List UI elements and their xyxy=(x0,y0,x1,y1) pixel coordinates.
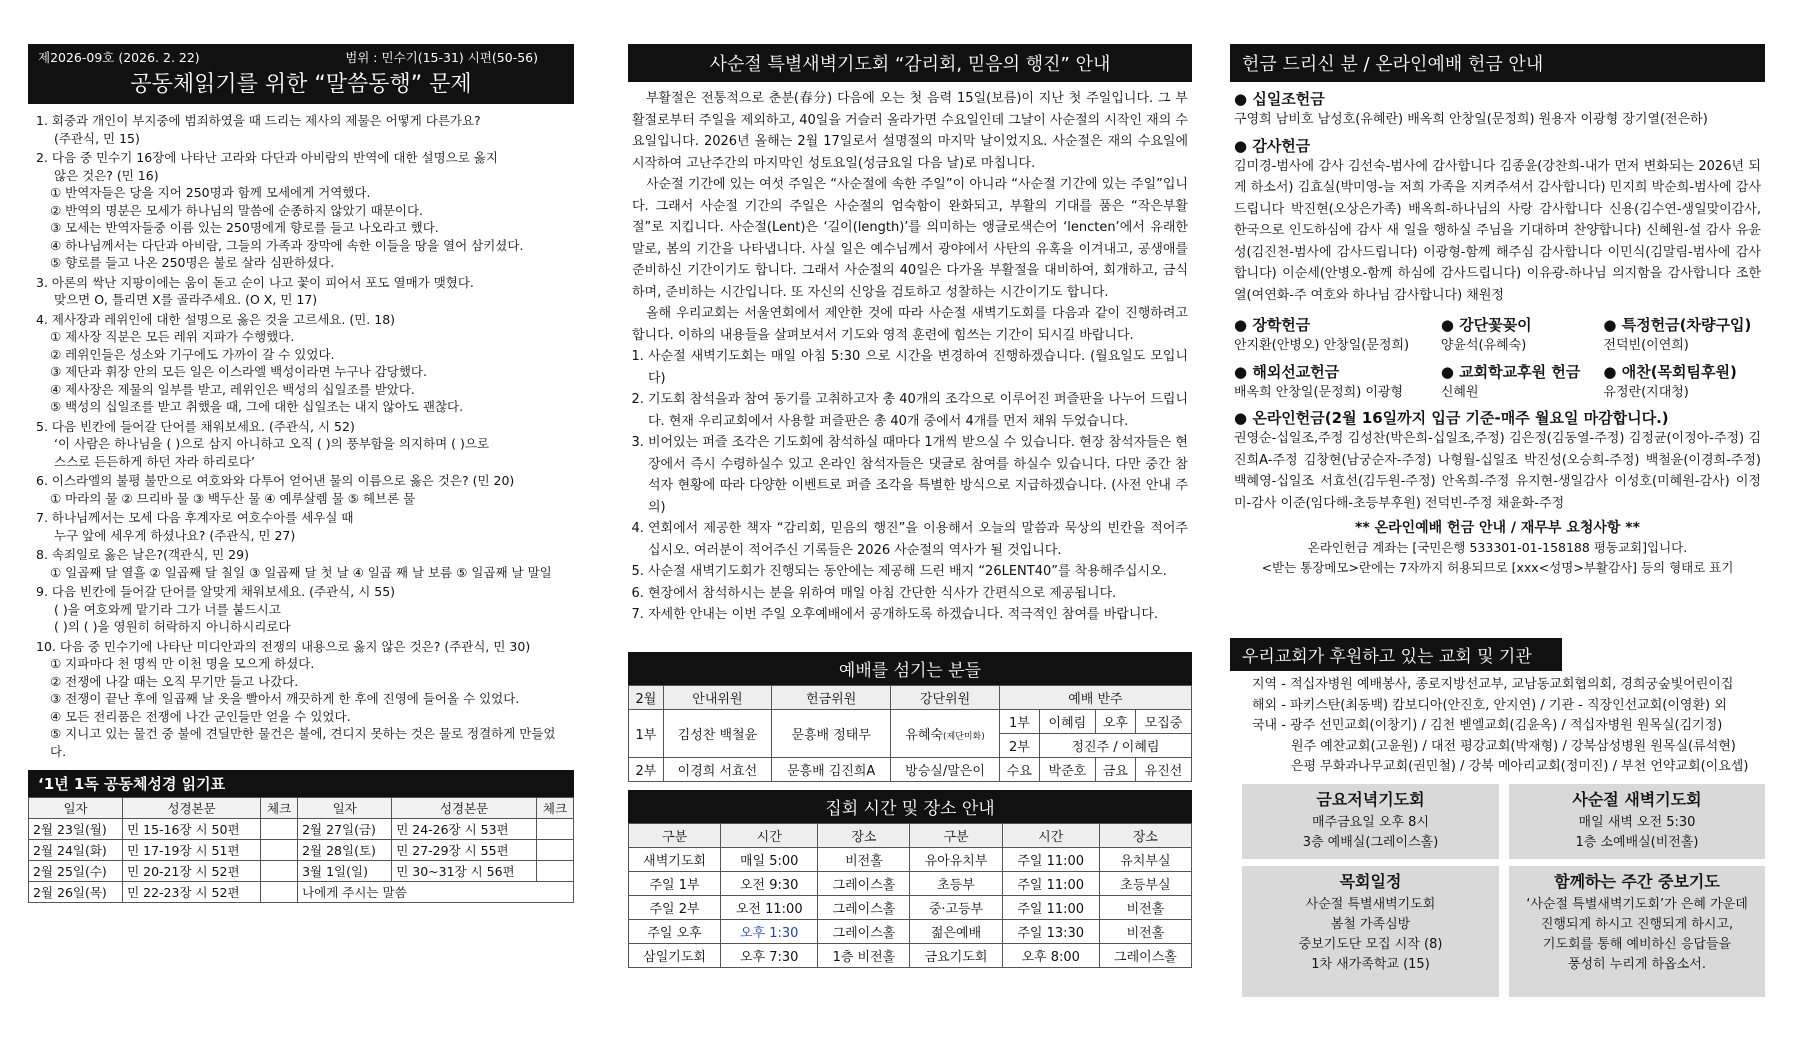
quiz-question xyxy=(36,418,566,471)
love-names: 유정란(지대청) xyxy=(1603,384,1689,400)
servers-title: 예배를 섬기는 분들 xyxy=(628,652,1192,685)
online-notice xyxy=(1234,518,1761,578)
quiz-question xyxy=(36,149,566,272)
meeting-row xyxy=(629,944,1192,968)
meeting-time: 오후 1:30 xyxy=(721,920,818,944)
reading-header-row xyxy=(29,798,574,819)
question-line: 맞으면 O, 틀리면 X를 골라주세요. (O X, 민 17) xyxy=(54,292,318,307)
question-line: ③ 전쟁이 끝난 후에 일곱째 날 옷을 빨아서 깨끗하게 한 후에 진영에 들어올 수 있었다. xyxy=(50,691,520,706)
reading-date: 2월 28일(토) xyxy=(298,840,392,861)
reading-check[interactable] xyxy=(261,819,298,840)
reading-row xyxy=(29,840,574,861)
meeting-row xyxy=(629,872,1192,896)
dawn-prayer-box xyxy=(1509,784,1765,859)
reading-row xyxy=(29,882,574,903)
reading-col-header: 체크 xyxy=(537,798,574,819)
thanks-names: 김미경-범사에 감사 김선숙-범사에 감사합니다 김종윤(강찬희-내가 먼저 변화되는 2026년 되게 하소서) 김효실(박미영-늘 저희 가족을 지켜주셔서 감사합니다) 민지희 박순희-범사에 감사드립니다 박진현(오상은가족) 배옥희-하나님의 사랑 감사합니다 신용(김수연-생일맞이감사, 한국으로 인도하심에 감사 새 일을 행하실 주님을 기대하며 찬양합니다) 신혜원-설 감사 유윤성(김진천-범사에 감사드립니다) 이광형-함께 해주심 감사합니다 이민식(김말림-범사에 감사합니다) 이순세(안병오-함께 하심에 감사드립니다) 이유광-하나님 의지함을 감사합니다 조한열(여연화-주 여호와 하나님 감사합니다) 채원정 xyxy=(1234,158,1761,303)
servers-month: 2월 xyxy=(629,686,664,710)
question-list xyxy=(28,104,574,760)
offering-body xyxy=(1230,82,1765,580)
box-line: 매주금요일 오후 8시 xyxy=(1312,815,1429,830)
special-label: 특정헌금(차량구입) xyxy=(1621,316,1752,334)
quiz-question xyxy=(36,509,566,544)
scholar-names: 안지환(안병오) 안창일(문정희) xyxy=(1234,338,1410,353)
box-title: 목회일정 xyxy=(1339,872,1402,891)
quiz-question xyxy=(36,112,566,147)
question-text: 3. 아론의 싹난 지팡이에는 움이 돋고 순이 나고 꽃이 피어서 포도 열매가 맺혔다. xyxy=(36,274,474,290)
bullet-icon: ● xyxy=(1603,316,1617,334)
lent-step: 7. 자세한 안내는 이번 주일 오후예배에서 공개하도록 하겠습니다. 적극적인 참여를 바랍니다. xyxy=(648,604,1188,626)
meeting-type: 삼일기도회 xyxy=(629,944,721,968)
box-line: 중보기도단 모집 시작 (8) xyxy=(1298,937,1443,952)
school-heading xyxy=(1441,361,1604,382)
question-line: ② 전쟁에 나갈 때는 오직 무기만 들고 나갔다. xyxy=(50,673,299,689)
reading-date: 2월 24일(화) xyxy=(29,840,123,861)
question-line: 않은 것은? (민 16) xyxy=(54,167,159,183)
meeting-type: 금요기도회 xyxy=(910,944,1002,968)
offering-names: 문흥배 정태무 xyxy=(772,710,891,758)
support-line: 은평 무화과나무교회(권민철) / 강북 메아리교회(정미진) / 부천 언약교회(이요셉) xyxy=(1291,759,1749,774)
quiz-question xyxy=(36,638,566,761)
range-line: 범위 : 민수기(15-31) 시편(50-56) xyxy=(345,50,538,65)
lent-step: 6. 현장에서 참석하시는 분을 위하여 매일 아침 간단한 식사가 간편식으로 제공됩니다. xyxy=(648,583,1188,605)
question-line: ‘이 사람은 하나님을 ( )으로 삼지 아니하고 오직 ( )의 풍부함을 의지하며 ( )으로 xyxy=(54,436,490,451)
question-line: 스스로 든든하게 하던 자라 하리로다’ xyxy=(54,453,255,469)
support-line: 국내 - 광주 선민교회(이창기) / 김천 벧엘교회(김윤옥) / 적십자병원 원목실(김기정) xyxy=(1252,718,1723,733)
school-names: 신혜원 xyxy=(1440,384,1479,400)
meeting-type: 초등부 xyxy=(910,872,1002,896)
meeting-time: 오후 8:00 xyxy=(1002,944,1099,968)
question-line: ① 반역자들은 당을 지어 250명과 함께 모세에게 거역했다. xyxy=(50,185,371,200)
question-line: ① 지파마다 천 명씩 만 이천 명을 모으게 하셨다. xyxy=(50,656,315,671)
meeting-row xyxy=(629,896,1192,920)
reading-table-section xyxy=(28,770,574,903)
reading-check[interactable] xyxy=(537,819,574,840)
bullet-icon: ● xyxy=(1234,409,1248,427)
reading-col-header: 성경본문 xyxy=(392,798,537,819)
reading-text: 민 22-23장 시 52편 xyxy=(123,882,261,903)
friday-prayer-box xyxy=(1242,784,1499,859)
question-text: 9. 다음 빈칸에 들어갈 단어를 알맞게 채워보세요. (주관식, 시 55) xyxy=(36,584,396,599)
meeting-type: 젊은예배 xyxy=(910,920,1002,944)
meeting-time: 오전 9:30 xyxy=(721,872,818,896)
service-label: 1부 xyxy=(629,710,664,758)
acc-label: 2부 xyxy=(999,734,1039,758)
question-text: 10. 다음 중 민수기에 나타난 미디안과의 전쟁의 내용으로 옳지 않은 것은? (주관식, 민 30) xyxy=(36,638,531,654)
reading-check[interactable] xyxy=(261,840,298,861)
acc-name: 유진선 xyxy=(1136,758,1192,782)
question-line: (주관식, 민 15) xyxy=(54,130,140,146)
question-text: 7. 하나님께서는 모세 다음 후계자로 여호수아를 세우실 때 xyxy=(36,510,354,525)
meeting-place: 비전홀 xyxy=(1099,896,1191,920)
question-line: ( )의 ( )을 영원히 허락하지 아니하시리로다 xyxy=(54,619,291,634)
box-line: ‘사순절 특별새벽기도회’가 은혜 가운데 xyxy=(1526,897,1748,912)
question-line: ① 제사장 직분은 모든 레위 지파가 수행했다. xyxy=(50,329,295,344)
reading-note: 나에게 주시는 말씀 xyxy=(298,882,574,903)
reading-col-header: 성경본문 xyxy=(123,798,261,819)
question-text: 5. 다음 빈칸에 들어갈 단어를 채워보세요. (주관식, 시 52) xyxy=(36,418,355,434)
bullet-icon: ● xyxy=(1440,362,1454,381)
issue-line: 제2026-09호 (2026. 2. 22) xyxy=(38,50,200,65)
meeting-place: 그레이스홀 xyxy=(818,872,910,896)
notice-heading: ** 온라인예배 헌금 안내 / 재무부 요청사항 ** xyxy=(1355,520,1640,536)
offering-column xyxy=(1230,44,1765,972)
question-text: 1. 회중과 개인이 부지중에 범죄하였을 때 드리는 제사의 제물은 어떻게 다른가요? xyxy=(36,113,481,128)
servers-table xyxy=(628,685,1192,782)
meeting-time: 주일 13:30 xyxy=(1002,920,1099,944)
reading-check[interactable] xyxy=(537,840,574,861)
bullet-icon: ● xyxy=(1440,316,1454,334)
tithe-label: 십일조헌금 xyxy=(1252,90,1325,108)
meeting-place: 그레이스홀 xyxy=(818,920,910,944)
mission-names: 배옥희 안창일(문정희) 이광형 xyxy=(1234,384,1404,400)
reading-date: 2월 23일(월) xyxy=(29,819,123,840)
meeting-type: 주일 오후 xyxy=(629,920,721,944)
acc-label: 1부 xyxy=(999,710,1039,734)
meetings-title: 집회 시간 및 장소 안내 xyxy=(628,790,1192,823)
altar-names: 방승실/말은이 xyxy=(891,758,999,782)
question-line: ⑤ 지니고 있는 물건 중 불에 견딜만한 물건은 불에, 견디지 못하는 것은 물로 정결하게 만들었다. xyxy=(50,726,556,759)
question-line: ③ 제단과 휘장 안의 모든 일은 이스라엘 백성이라면 누구나 감당했다. xyxy=(50,364,427,379)
support-title: 우리교회가 후원하고 있는 교회 및 기관 xyxy=(1230,638,1562,671)
acc-name: 정진주 / 이혜림 xyxy=(1039,734,1191,758)
box-line: 1층 소예배실(비전홀) xyxy=(1575,835,1699,850)
lent-column xyxy=(628,44,1192,965)
support-section xyxy=(1230,638,1765,778)
reading-text: 민 15-16장 시 50편 xyxy=(123,819,261,840)
servers-head: 안내위원 xyxy=(663,686,771,710)
special-heading xyxy=(1603,314,1761,335)
reading-text: 민 20-21장 시 52편 xyxy=(123,861,261,882)
reading-date: 2월 26일(목) xyxy=(29,882,123,903)
lent-body xyxy=(628,82,1192,626)
box-line: 봄철 가족심방 xyxy=(1330,917,1411,932)
quiz-question xyxy=(36,472,566,507)
meeting-type: 중·고등부 xyxy=(910,896,1002,920)
question-text: 2. 다음 중 민수기 16장에 나타난 고라와 다단과 아비람의 반역에 대한 설명으로 옳지 xyxy=(36,150,498,165)
offering-row-2 xyxy=(1234,357,1761,404)
question-line: ( )을 여호와께 맡기라 그가 너를 붙드시고 xyxy=(54,601,281,617)
lent-title: 사순절 특별새벽기도회 “감리회, 믿음의 행진” 안내 xyxy=(628,44,1192,82)
meeting-place: 그레이스홀 xyxy=(1099,944,1191,968)
reading-title: ‘1년 1독 공동체성경 읽기표 xyxy=(28,770,574,797)
servers-head: 강단위원 xyxy=(891,686,999,710)
question-line: ④ 모든 전리품은 전쟁에 나간 군인들만 얻을 수 있었다. xyxy=(50,708,351,724)
box-title: 사순절 새벽기도회 xyxy=(1572,790,1702,809)
question-text: 6. 이스라엘의 불평 불만으로 여호와와 다투어 얻어낸 물의 이름으로 옳은 것은? (민 20) xyxy=(36,473,515,488)
reading-text: 민 27-29장 시 55편 xyxy=(392,840,537,861)
guide-names: 김성찬 백철윤 xyxy=(663,710,771,758)
meeting-head: 구분 xyxy=(629,824,721,848)
support-line: 원주 예찬교회(고윤원) / 대전 평강교회(박재형) / 강북삼성병원 원목실(류석현) xyxy=(1291,738,1736,754)
question-line: ② 레위인들은 성소와 기구에도 가까이 갈 수 있었다. xyxy=(50,346,335,362)
bullet-icon: ● xyxy=(1234,90,1248,108)
support-line: 지역 - 적십자병원 예배봉사, 종로지방선교부, 교남동교회협의회, 경희궁숲빛어린이집 xyxy=(1252,677,1734,692)
lent-paragraph: 사순절 기간에 있는 여섯 주일은 “사순절에 속한 주일”이 아니라 “사순절 기간에 있는 주일”입니다. 그래서 사순절 기간의 주일은 사순절의 엄숙함이 완화되고, 부활의 기대를 품은 “작은부활절”로 지킵니다. 사순절(Lent)은 ‘길이(length)’를 의미하는 앵글로색슨어 ‘lencten’에서 유래한 말로, 봄의 기간을 나타냅니다. 사실 일은 예수님께서 광야에서 사탄의 유혹을 이겨내고, 공생애를 준비하신 기간이기도 합니다. 그래서 사순절의 40일은 다가올 부활절을 대비하여, 회개하고, 금식하며, 준비하는 시간입니다. 또 자신의 신앙을 검토하고 성찰하는 시간이기도 합니다. xyxy=(632,177,1188,300)
reading-text: 민 17-19장 시 51편 xyxy=(123,840,261,861)
lent-step: 3. 비어있는 퍼즐 조각은 기도회에 참석하실 때마다 1개씩 받으실 수 있습니다. 현장 참석자들은 현장에서 즉시 수령하실수 있고 온라인 참석자들은 댓글로 참여를 하실수 있습니다. 다만 중간 참석자 현황에 따라 다양한 이벤트로 퍼즐 조각을 특별한 방식으로 지급하겠습니다. (사전 안내 주의) xyxy=(648,432,1188,518)
support-list xyxy=(1230,671,1765,778)
thanks-label: 감사헌금 xyxy=(1252,136,1311,155)
love-heading xyxy=(1603,361,1761,382)
question-line: ② 반역의 명분은 모세가 하나님의 말씀에 순종하지 않았기 때문이다. xyxy=(50,202,423,218)
thanks-heading xyxy=(1234,135,1761,156)
online-heading xyxy=(1234,407,1761,428)
lent-step: 1. 사순절 새벽기도회는 매일 아침 5:30 으로 시간을 변경하여 진행하겠습니다. (월요일도 모입니다) xyxy=(648,346,1188,389)
question-text: 4. 제사장과 레위인에 대한 설명으로 옳은 것을 고르세요. (민. 18) xyxy=(36,311,396,327)
box-line: 사순절 특별새벽기도회 xyxy=(1305,897,1436,912)
altar-names xyxy=(891,710,999,758)
bullet-icon: ● xyxy=(1234,362,1248,381)
meeting-row xyxy=(629,920,1192,944)
meeting-row xyxy=(629,848,1192,872)
box-line: 3층 예배실(그레이스홀) xyxy=(1302,835,1439,850)
online-label: 온라인헌금(2월 16일까지 입금 기준-매주 월요일 마감합니다.) xyxy=(1252,409,1669,427)
meeting-place: 1층 비전홀 xyxy=(818,944,910,968)
bullet-icon: ● xyxy=(1234,136,1248,155)
guide-names: 이경희 서효선 xyxy=(663,758,771,782)
reading-check[interactable] xyxy=(261,882,298,903)
reading-date: 2월 25일(수) xyxy=(29,861,123,882)
notice-account: 온라인헌금 계좌는 [국민은행 533301-01-158188 평동교회]입니다. xyxy=(1307,540,1688,555)
altar-name: 유혜숙 xyxy=(905,728,943,743)
reading-col-header: 일자 xyxy=(298,798,392,819)
lent-paragraph: 부활절은 전통적으로 춘분(春分) 다음에 오는 첫 음력 15일(보름)이 지난 첫 주일입니다. 그 부활절로부터 주일을 제외하고, 40일을 거슬러 올라가면 수요일인데 그날이 사순절의 시작인 재의 수요일입니다. 2026년 올해는 2월 17일로서 설명절의 마지막 날이었지요. 사순절은 재의 수요일에 시작하여 고난주간의 마지막인 성토요일(성금요일 다음 날)로 마칩니다. xyxy=(632,91,1188,171)
notice-memo: <받는 통장메모>란에는 7자까지 허용되므로 [xxx<성명>부활감사] 등의 형태로 표기 xyxy=(1261,560,1734,575)
acc-label: 금요 xyxy=(1095,758,1135,782)
meeting-head: 장소 xyxy=(1099,824,1191,848)
question-line: ① 일곱째 달 열흘 ② 일곱째 달 칠일 ③ 일곱째 달 첫 날 ④ 일곱 째 날 보름 ⑤ 일곱째 날 말일 xyxy=(50,564,552,580)
meeting-time: 오전 11:00 xyxy=(721,896,818,920)
online-names: 권영순-십일조,주정 김성찬(박은희-십일조,주정) 김은정(김동열-주정) 김정균(이정아-주정) 김진희A-주정 김창현(남궁순자-주정) 나형월-십일조 박진성(오승희-주정) 백철윤(이경희-주정) 백혜영-십일조 서효선(김두원-주정) 안옥희-주정 유지현-생일감사 이성호(미혜원-감사) 이정미-감사 이준(임다해-초등부후원) 전덕빈-주정 채윤화-주정 xyxy=(1234,431,1761,511)
question-line: ① 마라의 물 ② 므리바 물 ③ 백두산 물 ④ 예루살렘 물 ⑤ 헤브론 물 xyxy=(50,490,416,506)
question-line: 누구 앞에 세우게 하셨나요? (주관식, 민 27) xyxy=(54,527,296,543)
meeting-time: 매일 5:00 xyxy=(721,848,818,872)
reading-table xyxy=(28,797,574,903)
lent-step: 4. 연회에서 제공한 책자 “감리회, 믿음의 행진”을 이용해서 오늘의 말씀과 묵상의 빈칸을 적어주십시오. 여러분이 적어주신 기록들은 2026 사순절의 역사가 될 것입니다. xyxy=(648,518,1188,561)
tithe-names: 구영희 남비호 남성호(유혜란) 배옥희 안창일(문정희) 원용자 이광형 장기열(전은하) xyxy=(1234,112,1708,127)
weekly-intercession-box xyxy=(1509,866,1765,997)
bullet-icon: ● xyxy=(1234,316,1248,334)
question-line: ⑤ 백성의 십일조를 받고 취했을 때, 그에 대한 십일조는 내지 않아도 괜찮다. xyxy=(50,399,464,414)
quiz-question xyxy=(36,583,566,636)
tithe-heading xyxy=(1234,88,1761,109)
box-line: 매일 새벽 오전 5:30 xyxy=(1578,815,1696,830)
meeting-time: 주일 11:00 xyxy=(1002,896,1099,920)
acc-label: 수요 xyxy=(999,758,1039,782)
scholar-heading xyxy=(1234,314,1441,335)
reading-col-header: 체크 xyxy=(261,798,298,819)
support-line: 해외 - 파키스탄(최동백) 캄보디아(안진호, 안지연) / 기관 - 직장인선교회(이영환) 외 xyxy=(1252,697,1727,713)
acc-name: 이혜림 xyxy=(1039,710,1095,734)
box-line: 진행되게 하시고 진행되게 하시고, xyxy=(1540,917,1734,932)
box-title: 함께하는 주간 중보기도 xyxy=(1554,872,1720,891)
lent-step: 5. 사순절 새벽기도회가 진행되는 동안에는 제공해 드린 배지 “26LENT40”를 착용해주십시오. xyxy=(648,561,1188,583)
mission-heading xyxy=(1234,361,1441,382)
reading-col-header: 일자 xyxy=(29,798,123,819)
quiz-question xyxy=(36,274,566,309)
reading-check[interactable] xyxy=(261,861,298,882)
meeting-type: 새벽기도회 xyxy=(629,848,721,872)
acc-label: 오후 xyxy=(1095,710,1135,734)
quiz-question xyxy=(36,546,566,581)
servers-section xyxy=(628,652,1192,968)
acc-name: 모집중 xyxy=(1136,710,1192,734)
meeting-type: 주일 2부 xyxy=(629,896,721,920)
reading-date: 2월 27일(금) xyxy=(298,819,392,840)
flower-heading xyxy=(1441,314,1604,335)
meetings-table xyxy=(628,823,1192,968)
meeting-place: 초등부실 xyxy=(1099,872,1191,896)
meeting-time: 주일 11:00 xyxy=(1002,848,1099,872)
quiz-header xyxy=(28,44,574,104)
love-label: 애찬(목회팀후원) xyxy=(1621,362,1737,381)
question-line: ④ 제사장은 제물의 일부를 받고, 레위인은 백성의 십일조를 받았다. xyxy=(50,381,415,397)
quiz-question xyxy=(36,311,566,416)
offering-title: 헌금 드리신 분 / 온라인예배 헌금 안내 xyxy=(1230,44,1765,82)
altar-note: (제단미화) xyxy=(942,732,985,742)
box-line: 기도회를 통해 예비하신 응답들을 xyxy=(1542,937,1732,952)
special-names: 전덕빈(이연희) xyxy=(1603,338,1689,353)
meeting-place: 유치부실 xyxy=(1099,848,1191,872)
flower-names: 양윤석(유혜숙) xyxy=(1440,338,1527,353)
meeting-head: 장소 xyxy=(818,824,910,848)
meeting-place: 그레이스홀 xyxy=(818,896,910,920)
offering-names: 문흥배 김진희A xyxy=(772,758,891,782)
box-title: 금요저녁기도회 xyxy=(1316,790,1425,809)
meeting-time: 주일 11:00 xyxy=(1002,872,1099,896)
reading-text: 민 24-26장 시 53편 xyxy=(392,819,537,840)
flower-label: 강단꽃꽂이 xyxy=(1459,316,1532,334)
quiz-title: 공동체읽기를 위한 “말씀동행” 문제 xyxy=(130,72,472,97)
lent-paragraph: 올해 우리교회는 서울연회에서 제안한 것에 따라 사순절 새벽기도회를 다음과 같이 진행하려고 합니다. 이하의 내용들을 살펴보셔서 기도와 영적 훈련에 힘쓰는 기간이 되시길 바랍니다. xyxy=(632,306,1188,343)
meeting-type: 유아유치부 xyxy=(910,848,1002,872)
question-line: ④ 하나님께서는 다단과 아비람, 그들의 가족과 장막에 속한 이들을 땅을 열어 삼키셨다. xyxy=(50,237,524,253)
question-text: 8. 속죄일로 옳은 날은?(객관식, 민 29) xyxy=(36,547,249,562)
reading-date: 3월 1일(일) xyxy=(298,861,392,882)
bullet-icon: ● xyxy=(1603,362,1617,381)
acc-name: 박준호 xyxy=(1039,758,1095,782)
meeting-head: 시간 xyxy=(721,824,818,848)
school-label: 교회학교후원 헌금 xyxy=(1459,362,1581,381)
lent-steps xyxy=(632,346,1188,626)
reading-row xyxy=(29,861,574,882)
box-line: 풍성히 누리게 하옵소서. xyxy=(1568,957,1706,972)
reading-row xyxy=(29,819,574,840)
lent-step: 2. 기도회 참석을과 참여 동기를 고취하고자 총 40개의 조각으로 이루어진 퍼즐판을 나누어 드립니다. 현재 우리교회에서 사용할 퍼즐판은 총 40개 중에서 4개를 먼저 채워 두었습니다. xyxy=(648,389,1188,432)
meeting-place: 비전홀 xyxy=(1099,920,1191,944)
reading-check[interactable] xyxy=(537,861,574,882)
question-line: ③ 모세는 반역자들중 이름 있는 250명에게 향로를 들고 나오라고 했다. xyxy=(50,220,439,235)
box-line: 1차 새가족학교 (15) xyxy=(1311,957,1430,972)
offering-row-1 xyxy=(1234,310,1761,357)
meeting-place: 비전홀 xyxy=(818,848,910,872)
quiz-column xyxy=(28,44,574,903)
servers-head: 예배 반주 xyxy=(999,686,1191,710)
pastoral-schedule-box xyxy=(1242,866,1499,997)
service-label: 2부 xyxy=(629,758,664,782)
meeting-type: 주일 1부 xyxy=(629,872,721,896)
mission-label: 해외선교헌금 xyxy=(1252,362,1340,381)
meeting-time: 오후 7:30 xyxy=(721,944,818,968)
meeting-head: 구분 xyxy=(910,824,1002,848)
scholar-label: 장학헌금 xyxy=(1252,316,1311,334)
servers-head: 헌금위원 xyxy=(772,686,891,710)
reading-text: 민 30~31장 시 56편 xyxy=(392,861,537,882)
meeting-head: 시간 xyxy=(1002,824,1099,848)
question-line: ⑤ 향로를 들고 나온 250명은 불로 살라 심판하셨다. xyxy=(50,255,335,270)
